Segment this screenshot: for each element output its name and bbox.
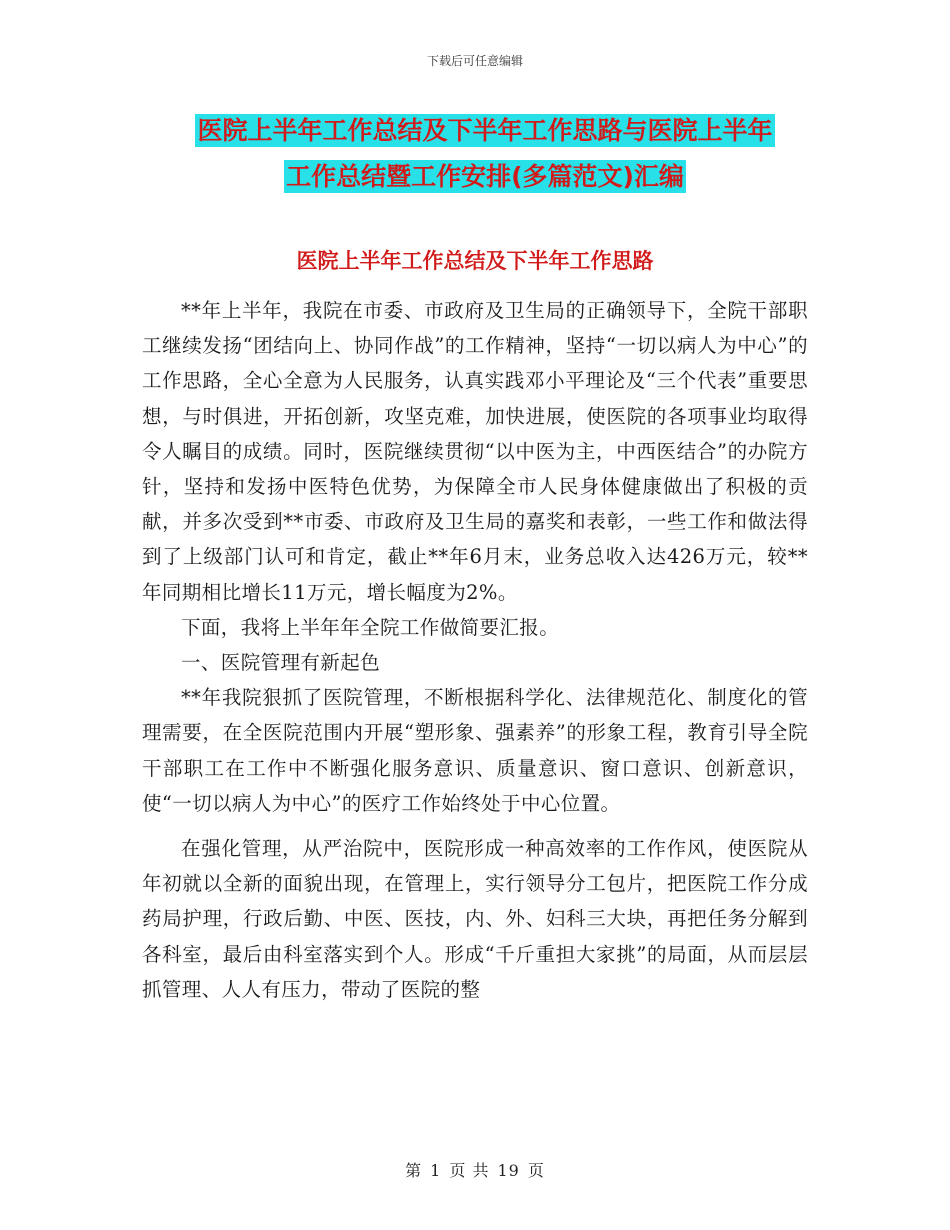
paragraph-heading-1: 一、医院管理有新起色 xyxy=(181,651,381,675)
paragraph-management: **年我院狠抓了医院管理，不断根据科学化、法律规范化、制度化的管理需要，在全医院范围内开展“塑形象、强素养”的形象工程，教育引导全院干部职工在工作中不断强化服务意识、质量意识、窗口意识、创新意识，使“一切以病人为中心”的医疗工作始终处于中心位置。 xyxy=(142,686,808,815)
paragraph-intro: **年上半年，我院在市委、市政府及卫生局的正确领导下，全院干部职工继续发扬“团结向上、协同作战”的工作精神，坚持“一切以病人为中心”的工作思路，全心全意为人民服务，认真实践邓小平理论及“三个代表”重要思想，与时俱进，开拓创新，攻坚克难，加快进展，使医院的各项事业均取得令人瞩目的成绩。同时，医院继续贯彻“以中医为主，中西医结合”的办院方针，坚持和发扬中医特色优势，为保障全市人民身体健康做出了积极的贡献，并多次受到**市委、市政府及卫生局的嘉奖和表彰，一些工作和做法得到了上级部门认可和肯定，截止**年6月末，业务总收入达426万元，较**年同期相比增长11万元，增长幅度为2%。 xyxy=(142,299,808,604)
footer-total-pages: 19 xyxy=(497,1161,520,1180)
document-title-line-2: 工作总结暨工作安排(多篇范文)汇编 xyxy=(286,162,684,191)
header-note: 下载后可任意编辑 xyxy=(426,54,523,68)
footer-mid: 页 共 xyxy=(449,1161,490,1180)
document-body xyxy=(142,293,808,1007)
page-number-footer xyxy=(0,1158,950,1181)
footer-current-page: 1 xyxy=(430,1161,442,1180)
paragraph-summary-lead: 下面，我将上半年年全院工作做简要汇报。 xyxy=(181,615,560,639)
document-title xyxy=(140,108,830,200)
document-title-line-1: 医院上半年工作总结及下半年工作思路与医院上半年 xyxy=(197,116,773,145)
paragraph-strict-management: 在强化管理，从严治院中，医院形成一种高效率的工作作风，使医院从年初就以全新的面貌出现，在管理上，实行领导分工包片，把医院工作分成药局护理，行政后勤、中医、医技，内、外、妇科三大块，再把任务分解到各科室，最后由科室落实到个人。形成“千斤重担大家挑”的局面，从而层层抓管理、人人有压力，带动了医院的整 xyxy=(142,837,808,1001)
footer-prefix: 第 xyxy=(405,1161,423,1180)
footer-suffix: 页 xyxy=(527,1161,545,1180)
section-title: 医院上半年工作总结及下半年工作思路 xyxy=(296,249,654,273)
